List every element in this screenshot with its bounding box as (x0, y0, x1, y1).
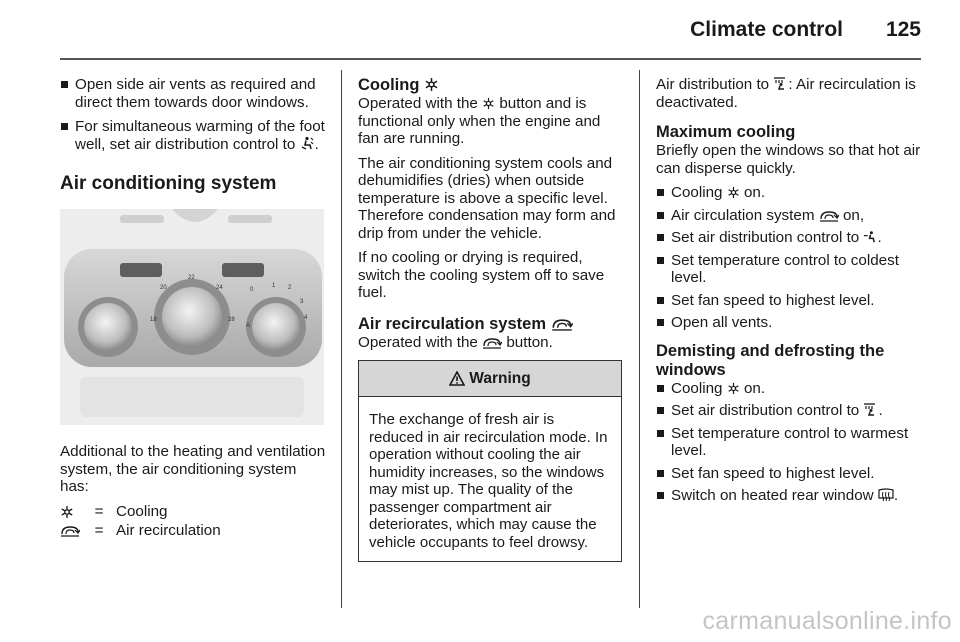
air-distribution-foot-icon (300, 136, 315, 151)
air-recirculation-icon (482, 337, 502, 349)
header-rule (60, 58, 921, 60)
intro-paragraph: Additional to the heating and ventilation system, the air conditioning system has: (60, 443, 326, 495)
warning-text: The exchange of fresh air is reduced in air recirculation mode. In operation without cooling the air humidity increases, so the windows may mist up. The quality of the passenger compartment air deteriorates, which may cause the vehicle occupants to feel drowsy. (369, 411, 608, 551)
legend-row: = Air recirculation (60, 522, 326, 541)
section-heading: Cooling (358, 76, 624, 95)
column-2 (358, 76, 624, 562)
list-item: Cooling on. (656, 380, 922, 398)
list-item: Open side air vents as required and direct them towards door windows. (60, 76, 326, 111)
dial-label: 28 (228, 317, 235, 323)
list-item: Set air distribution control to . (656, 402, 922, 420)
paragraph: The air conditioning system cools and dehumidifies (dries) when outside temperature is above a specific level. Therefore condensation may form and drip from under the vehicle. (358, 154, 616, 242)
air-recirculation-icon (60, 525, 82, 537)
warning-header: Warning (359, 361, 621, 397)
air-distribution-windscreen-icon (773, 76, 788, 91)
paragraph: Operated with the button and is functional only when the engine and fan are running. (358, 95, 601, 147)
legend-label: Cooling (116, 503, 168, 521)
column-divider (639, 70, 640, 608)
section-heading: Demisting and defrosting the windows (656, 341, 885, 379)
list-item: Air circulation system on, (656, 207, 922, 225)
cooling-snowflake-icon (424, 77, 439, 92)
paragraph: Operated with the button. (358, 333, 553, 351)
column-divider (341, 70, 342, 608)
list-item: Set temperature control to coldest level. (656, 252, 922, 287)
air-recirculation-icon (819, 210, 839, 222)
list-item: Open all vents. (656, 314, 922, 332)
section-heading: Air conditioning system (60, 173, 277, 194)
dial-label: 0 (250, 287, 254, 293)
dial-label: A (246, 323, 251, 329)
dial-label: 1 (272, 283, 276, 289)
paragraph: Briefly open the windows so that hot air can disperse quickly. (656, 142, 921, 177)
dial-label: 18 (150, 317, 157, 323)
list-item: Switch on heated rear window . (656, 487, 922, 505)
chapter-title: Climate control (690, 18, 843, 41)
dial-label: 22 (188, 275, 195, 281)
air-distribution-windscreen-icon (863, 402, 878, 417)
cooling-snowflake-icon (60, 505, 82, 519)
warning-triangle-icon (449, 371, 465, 386)
list-item: Set temperature control to warmest level. (656, 425, 922, 460)
list-item: Set fan speed to highest level. (656, 292, 922, 310)
air-distribution-body-icon (863, 230, 877, 244)
cooling-snowflake-icon (482, 97, 495, 110)
list-item: Set fan speed to highest level. (656, 465, 922, 483)
column-1 (60, 76, 326, 541)
dial-label: 20 (160, 285, 167, 291)
column-3 (656, 76, 922, 510)
paragraph: Air distribution to : Air recirculation is deactivated. (656, 76, 916, 111)
section-heading: Maximum cooling (656, 123, 796, 141)
cooling-snowflake-icon (727, 186, 740, 199)
climate-panel-image (60, 209, 324, 425)
dial-label: 4 (304, 315, 308, 321)
dial-label: 2 (288, 285, 292, 291)
page-number: 125 (885, 18, 921, 41)
dial-label: 24 (216, 285, 223, 291)
air-recirculation-icon (551, 318, 573, 331)
cooling-snowflake-icon (727, 382, 740, 395)
legend-row: = Cooling (60, 503, 326, 522)
section-heading: Air recirculation system (358, 315, 624, 334)
list-item: Cooling on. (656, 184, 922, 202)
warning-box (358, 360, 622, 562)
legend-label: Air recirculation (116, 522, 221, 540)
paragraph: If no cooling or drying is required, switch the cooling system off to save fuel. (358, 249, 605, 301)
dial-label: 3 (300, 299, 304, 305)
watermark: carmanualsonline.info (702, 607, 952, 635)
heated-rear-window-icon (878, 488, 894, 502)
page-header (60, 18, 921, 46)
list-item: For simultaneous warming of the foot well, set air distribution control to . (60, 118, 326, 153)
list-item: Set air distribution control to . (656, 229, 922, 247)
